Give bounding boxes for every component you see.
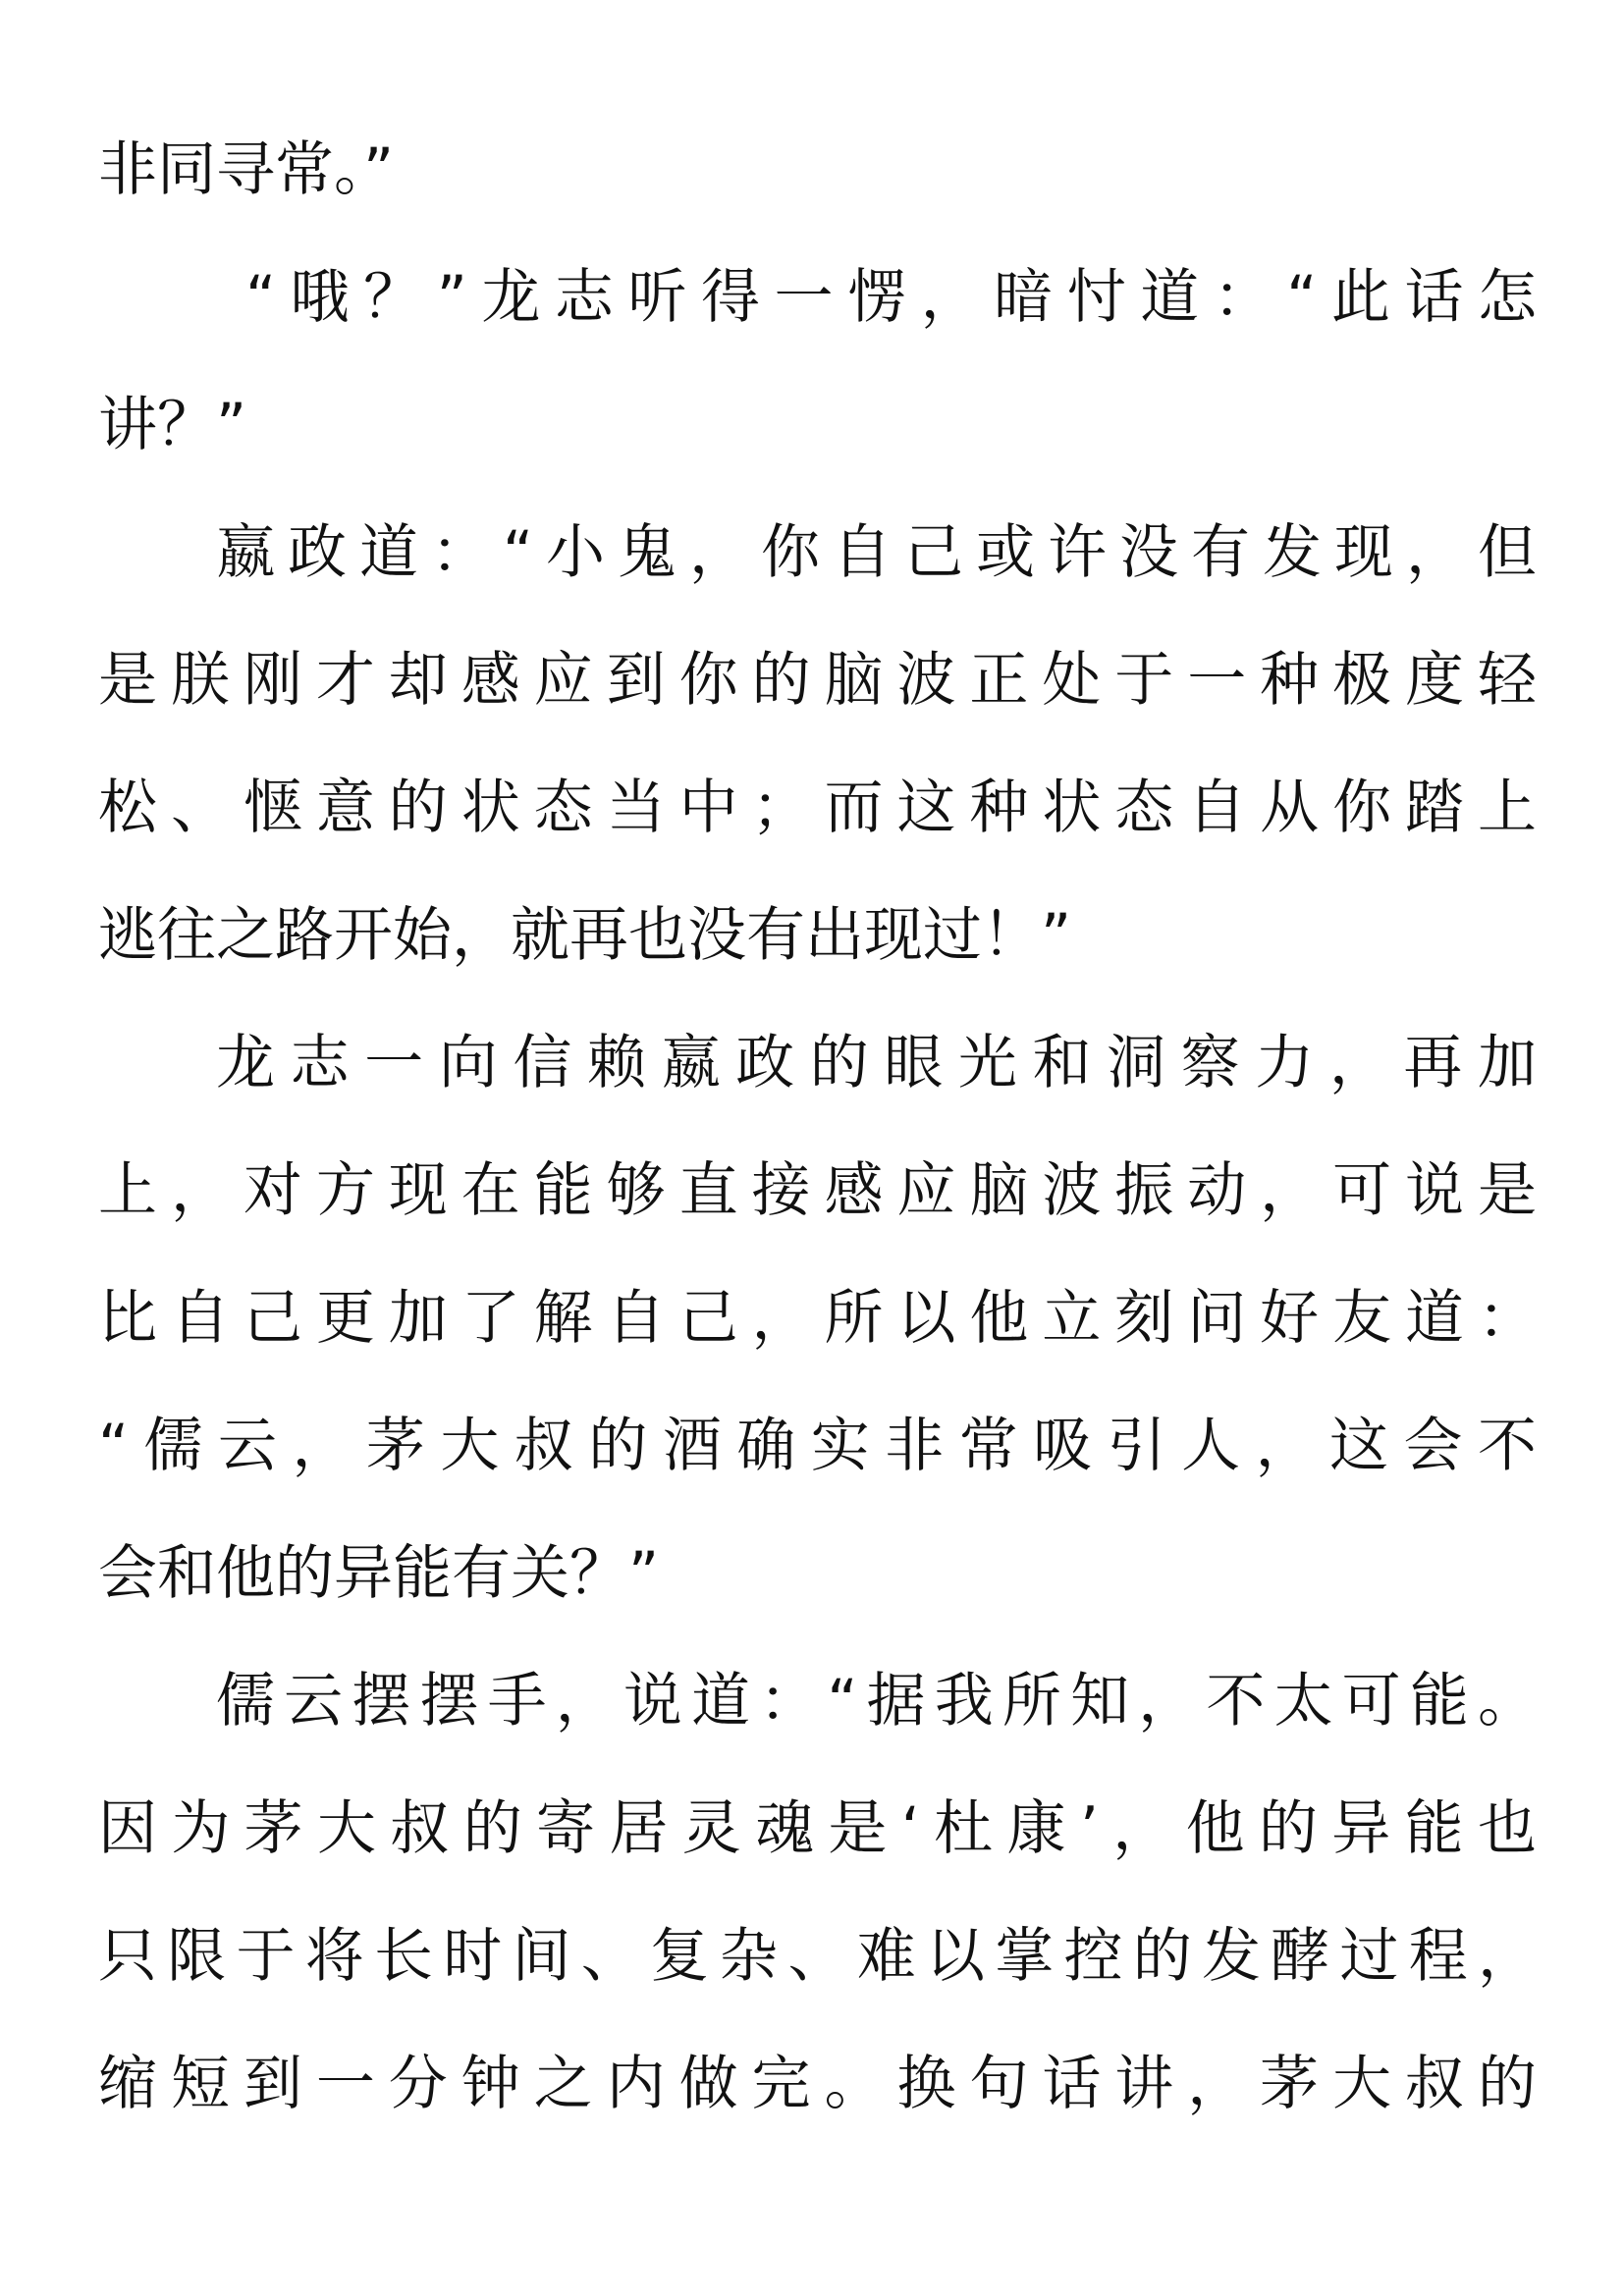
text-line: 非同寻常。” [98,135,395,204]
text-line: 上，对方现在能够直接感应脑波振动，可说是 [98,1156,1537,1225]
text-line: 松、惬意的状态当中；而这种状态自从你踏上 [98,774,1537,842]
text-line: 讲？” [98,391,247,459]
text-line: 龙志一向信赖嬴政的眼光和洞察力，再加 [216,1029,1537,1097]
text-line: 会和他的异能有关？” [98,1539,660,1608]
body-text [98,106,1537,2148]
text-line: “儒云，茅大叔的酒确实非常吸引人，这会不 [98,1412,1537,1480]
text-line: 逃往之路开始，就再也没有出现过！” [98,901,1072,970]
text-line: 是朕刚才却感应到你的脑波正处于一种极度轻 [98,646,1537,715]
text-line: 只限于将长时间、复杂、难以掌控的发酵过程， [98,1922,1537,1991]
text-line: 因为茅大叔的寄居灵魂是‘杜康’，他的异能也 [98,1794,1537,1863]
text-line: 缩短到一分钟之内做完。换句话讲，茅大叔的 [98,2050,1537,2118]
text-line: 儒云摆摆手，说道：“据我所知，不太可能。 [216,1667,1537,1735]
text-line: 嬴政道：“小鬼，你自己或许没有发现，但 [216,518,1537,587]
text-line: 比自己更加了解自己，所以他立刻问好友道： [98,1284,1537,1353]
text-line: “哦？”龙志听得一愣，暗忖道：“此话怎 [245,263,1537,332]
